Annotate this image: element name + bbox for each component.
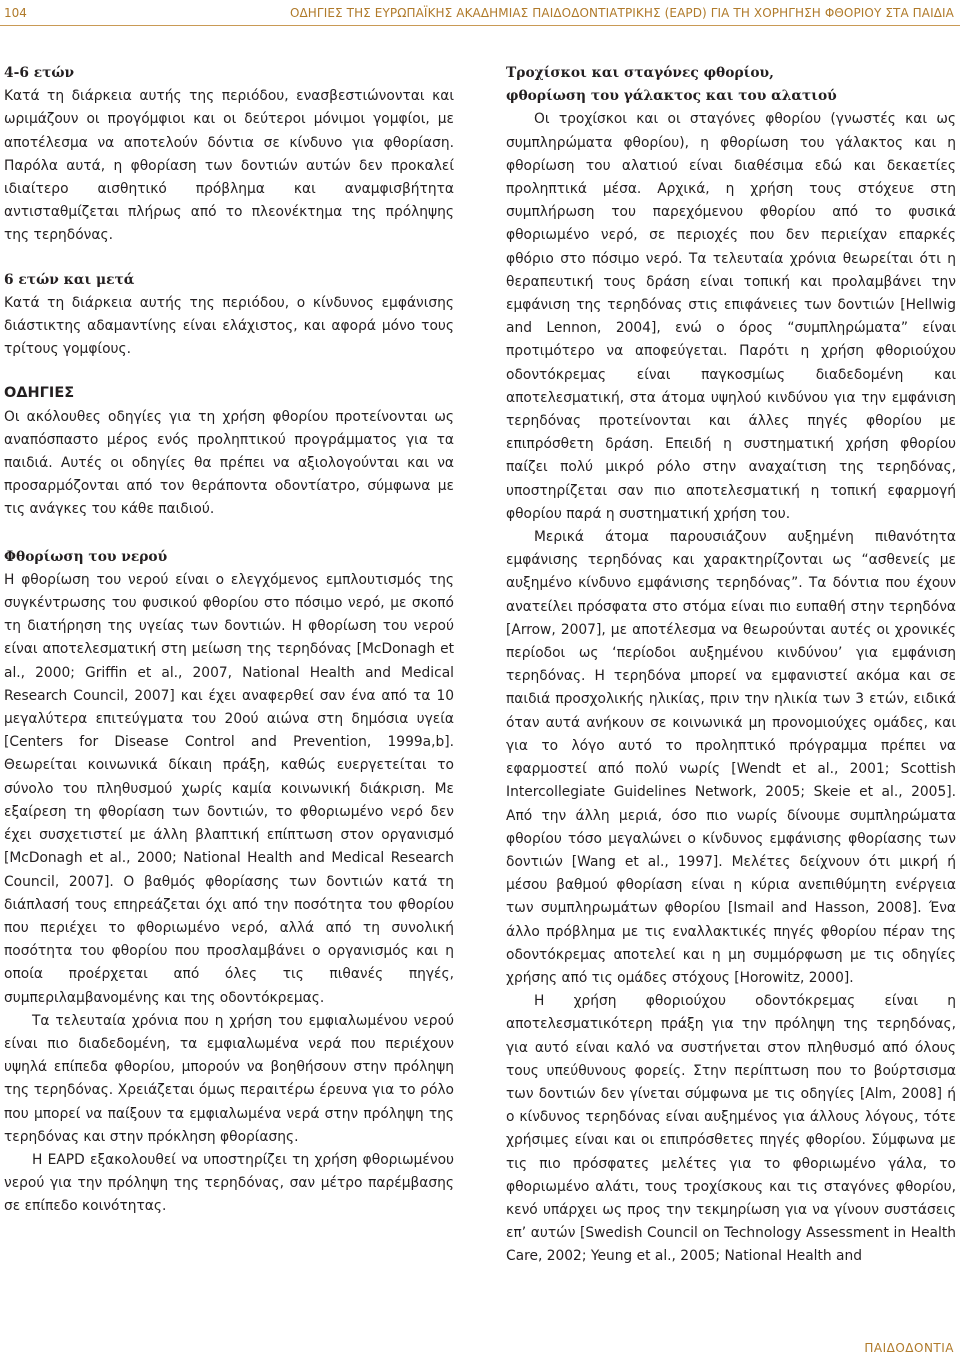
paragraph-water-1: Η φθορίωση του νερού είναι ο ελεγχόμενος εμπλουτισμός της συγκέντρωσης του φυσικού φθορίου στο πόσιμο νερό, με σκοπό τη διατήρηση της υγείας των δοντιών. Η φθορίωση του νερού είναι αποτελεσματική στη μείωση της τερηδόνας [McDonagh et al., 2000; Griffin et al., 2007, National Health and Medical Research Council, 2007] και έχει αναφερθεί σαν ένα από τα 10 μεγαλύτερα επιτεύγματα του 20ού αιώνα στη δημόσια υγεία [Centers for Disease Control and Prevention, 1999a,b]. Θεωρείται κοινωνικά δίκαιη πράξη, καθώς ευεργετείται το σύνολο του πληθυσμού χωρίς καμία κοινωνική διάκριση. Με εξαίρεση τη φθορίαση των δοντιών, το φθοριωμένο νερό δεν έχει συσχετιστεί με άλλη βλαπτική επίπτωση στον οργανισμό [McDonagh et al., 2000; National Health and Medical Research Council, 2007]. Ο βαθμός φθορίασης των δοντιών κατά τη διάπλασή τους επηρεάζεται όχι από την ποσότητα του φθορίου που περιέχει το φθοριωμένο νερό, αλλά από τη συνολική ποσότητα του φθορίου που προσλαμβάνει ο οργανισμός και η οποία προέρχεται από όλες τις πιθανές πηγές, συμπεριλαμβανομένης και της οδοντόκρεμας. — [4, 571, 454, 1006]
section-heading-6-plus: 6 ετών και μετά — [4, 271, 135, 288]
header-divider — [0, 25, 960, 26]
section-heading-guidelines: ΟΔΗΓΙΕΣ — [4, 385, 75, 402]
page-header — [0, 0, 960, 26]
section-heading-tablets-line1: Τροχίσκοι και σταγόνες φθορίου, — [506, 65, 774, 81]
paragraph-water-2: Τα τελευταία χρόνια που η χρήση του εμφιαλωμένου νερού είναι πιο διαδεδομένη, τα εμφιαλωμένα νερά που περιέχουν υψηλά επίπεδα φθορίου, μπορούν να βοηθήσουν στην πρόληψη της τερηδόνας. Χρειάζεται όμως περαιτέρω έρευνα για το ρόλο που μπορεί να παίξουν τα εμφιαλωμένα νερά στην πρόληψη της τερηδόνας και στην πρόκληση φθορίασης. — [4, 1012, 454, 1145]
running-title: ΟΔΗΓΙΕΣ ΤΗΣ ΕΥΡΩΠΑΪΚΗΣ ΑΚΑΔΗΜΙΑΣ ΠΑΙΔΟΔΟΝΤΙΑΤΡΙΚΗΣ (EAPD) ΓΙΑ ΤΗ ΧΟΡΗΓΗΣΗ ΦΘΟΡΙΟΥ ΣΤΑ ΠΑΙΔΙΑ — [289, 6, 954, 20]
paragraph-tablets-1: Οι τροχίσκοι και οι σταγόνες φθορίου (γνωστές και ως συμπληρώματα φθορίου), η φθορίωση του γάλακτος και η φθορίωση του αλατιού είναι διαθέσιμα εδώ και δεκαετίες προληπτικά μέσα. Αρχικά, η χρήση τους στόχευε στη συμπλήρωση του παρεχόμενου φθορίου από το φυσικά φθοριωμένο νερό, σε περιοχές που δεν περιείχαν επαρκές φθόριο στο πόσιμο νερό. Τα τελευταία χρόνια θεωρείται ότι η θεραπευτική τους δράση είναι τοπική και προλαμβάνει την εμφάνιση της τερηδόνας στις επιφάνειες των δοντιών [Hellwig and Lennon, 2004], ενώ ο όρος “συμπληρώματα” είναι προτιμότερο να αποφεύγεται. Παρότι η χρήση φθοριούχου οδοντόκρεμας είναι παγκοσμίως διαδεδομένη και αποτελεσματική, στα άτομα υψηλού κινδύνου για την εμφάνιση τερηδόνας προτείνονται και άλλες πηγές φθορίου με επιπρόσθετη δράση. Επειδή η συστηματική χρήση φθορίου παίζει πολύ μικρό ρόλο στην αναχαίτιση της τερηδόνας, υποστηρίζεται σαν πιο αποτελεσματική η τοπική εφαρμογή φθορίου παρά η συστηματική χρήση του. — [506, 111, 956, 522]
section-heading-4-6: 4-6 ετών — [4, 65, 75, 81]
page-footer: ΠΑΙΔΟΔΟΝΤΙΑ — [864, 1341, 954, 1355]
right-column — [506, 62, 956, 1269]
section-heading-tablets-line2: φθορίωση του γάλακτος και του αλατιού — [506, 88, 837, 105]
paragraph-4-6: Κατά τη διάρκεια αυτής της περιόδου, ενασβεστιώνονται και ωριμάζουν οι προγόμφιοι και οι δεύτεροι μόνιμοι γομφίοι, με αποτέλεσμα να αποτελούν δόντια σε κίνδυνο για φθορίαση. Παρόλα αυτά, η φθορίαση των δοντιών αυτών δεν προκαλεί ιδιαίτερο αισθητικό πρόβλημα και αναμφισβήτητα αντισταθμίζεται πλήρως από το πλεονέκτημα της πρόληψης της τερηδόνας. — [4, 88, 454, 244]
left-column — [4, 62, 454, 1219]
paragraph-tablets-2: Μερικά άτομα παρουσιάζουν αυξημένη πιθανότητα εμφάνισης τερηδόνας και χαρακτηρίζονται ως “ασθενείς με αυξημένο κίνδυνο εμφάνισης τερηδόνας”. Τα δόντια που έχουν ανατείλει πρόσφατα στο στόμα είναι πιο ευπαθή στην τερηδόνα [Arrow, 2007], με αποτέλεσμα να θεωρούνται αυτές οι χρονικές περίοδοι ως ‘περίοδοι αυξημένου κινδύνου’ για εμφάνιση τερηδόνας. Η τερηδόνα μπορεί να εμφανιστεί ακόμα και σε παιδιά προσχολικής ηλικίας, πριν την ηλικία των 3 ετών, ειδικά όταν αυτά ανήκουν σε κοινωνικά μη προνομιούχες ομάδες, και για το λόγο αυτό το προληπτικό πρόγραμμα πρέπει να εφαρμοστεί από πολύ νωρίς [Wendt et al., 2001; Scottish Intercollegiate Guidelines Network, 2005; Skeie et al., 2005]. Από την άλλη μεριά, όσο πιο νωρίς δίνουμε συμπληρώματα φθορίου τόσο μεγαλώνει ο κίνδυνος εμφάνισης φθορίασης των δοντιών [Wang et al., 1997]. Μελέτες δείχνουν ότι μικρή ή μέσου βαθμού φθορίαση είναι η κύρια ανεπιθύμητη ενέργεια των συμπληρωμάτων φθορίου [Ismail and Hasson, 2008]. Ένα άλλο πρόβλημα με τις εναλλακτικές πηγές φθορίου πέραν της οδοντόκρεμας αποτελεί και η μη συμμόρφωση με τις οδηγίες χρήσης από τις ομάδες στόχους [Horowitz, 2000]. — [506, 529, 956, 986]
paragraph-guidelines: Οι ακόλουθες οδηγίες για τη χρήση φθορίου προτείνονται ως αναπόσπαστο μέρος ενός προληπτικού προγράμματος για τα παιδιά. Αυτές οι οδηγίες θα πρέπει να αξιολογούνται και να προσαρμόζονται από τον θεράποντα οδοντίατρο, σύμφωνα με τις ανάγκες του κάθε παιδιού. — [4, 408, 454, 518]
paragraph-water-3: Η EAPD εξακολουθεί να υποστηρίζει τη χρήση φθοριωμένου νερού για την πρόληψη της τερηδόνας, σαν μέτρο παρέμβασης σε επίπεδο κοινότητας. — [4, 1151, 454, 1215]
paragraph-6-plus: Κατά τη διάρκεια αυτής της περιόδου, ο κίνδυνος εμφάνισης διάστικτης αδαμαντίνης είναι ελάχιστος, και αφορά μόνο τους τρίτους γομφίους. — [4, 294, 454, 358]
page-number: 104 — [4, 6, 27, 20]
section-heading-water-fluoridation: Φθορίωση του νερού — [4, 548, 168, 565]
paragraph-tablets-3: Η χρήση φθοριούχου οδοντόκρεμας είναι η αποτελεσματικότερη πράξη για την πρόληψη της τερηδόνας, για αυτό είναι καλό να συστήνεται στον πληθυσμό από όλους τους υπεύθυνους φορείς. Στην περίπτωση που το βούρτσισμα των δοντιών δεν γίνεται σύμφωνα με τις οδηγίες [Alm, 2008] ή ο κίνδυνος τερηδόνας είναι αυξημένος για άλλους λόγους, τότε χρήσιμες είναι και οι επιπρόσθετες πηγές φθορίου. Σύμφωνα με τις πιο πρόσφατες μελέτες για το φθοριωμένο γάλα, το φθοριωμένο αλάτι, τους τροχίσκους και τις σταγόνες φθορίου, κενό υπάρχει ως προς την τεκμηρίωση για να γίνουν συστάσεις επ’ αυτών [Swedish Council on Technology Assessment in Health Care, 2002; Yeung et al., 2005; National Health and — [506, 993, 956, 1265]
